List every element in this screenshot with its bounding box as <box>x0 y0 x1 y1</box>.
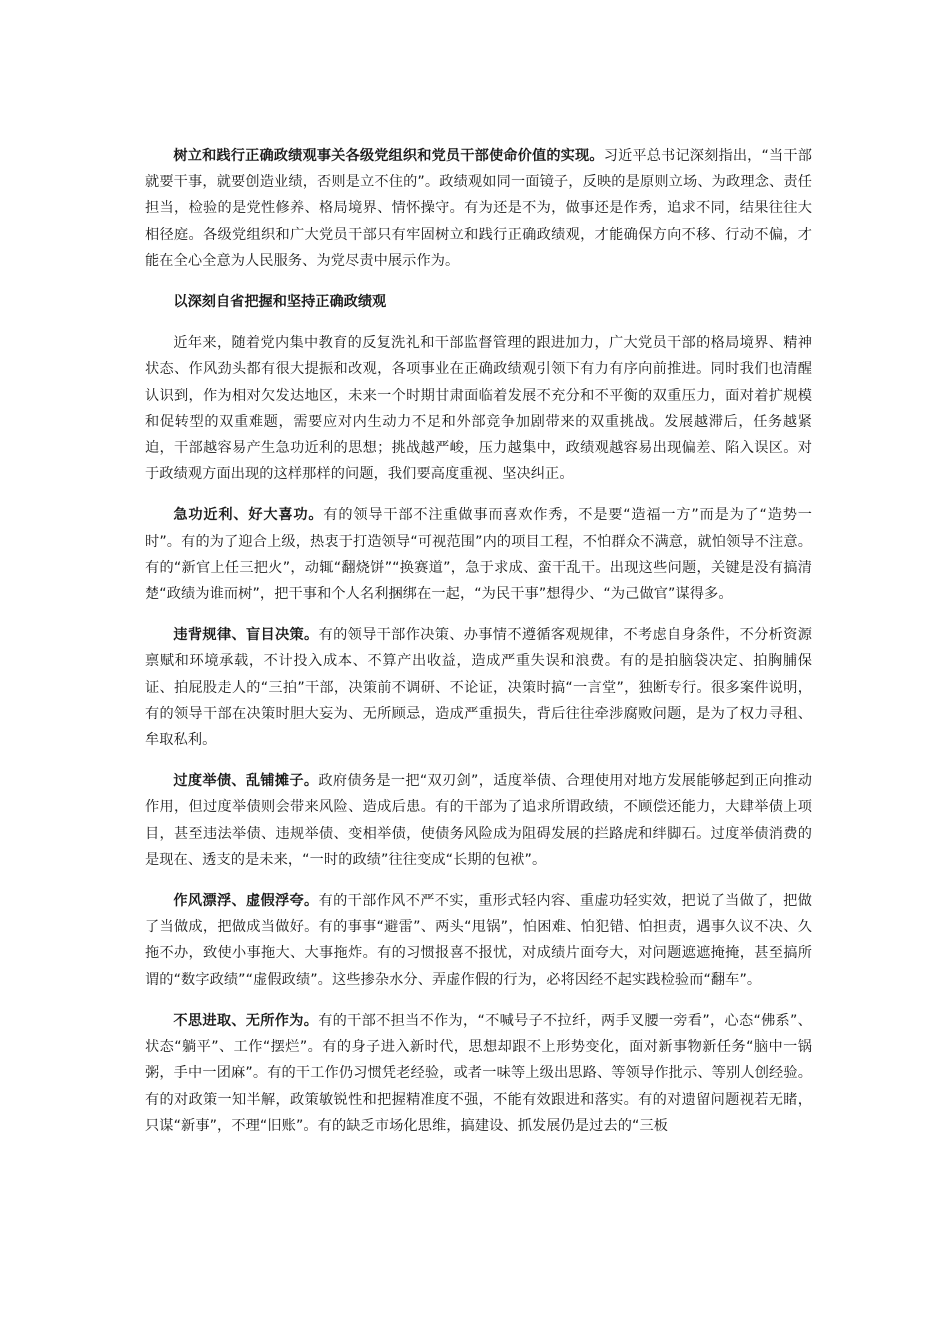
section-heading: 以深刻自省把握和坚持正确政绩观 <box>173 294 387 311</box>
paragraph-body: 习近平总书记深刻指出，“当干部就要干事，就要创造业绩，否则是立不住的”。政绩观如同一面镜子，反映的是原则立场、为政理念、责任担当，检验的是党性修养、格局境界、情怀操守。有为还是不为，做事还是作秀，追求不同，结果往往大相径庭。各级党组织和广大党员干部只有牢固树立和践行正确政绩观，才能确保方向不移、行动不偏，才能在全心全意为人民服务、为党尽责中展示作为。 <box>145 148 812 269</box>
paragraph-body: 有的干部不担当不作为，“不喊号子不拉纤，两手叉腰一旁看”，心态“佛系”、状态“躺平”、工作“摆烂”。有的身子进入新时代，思想却跟不上形势变化，面对新事物新任务“脑中一锅粥，手中一团麻”。有的干工作仍习惯凭老经验，或者一味等上级出思路、等领导作批示、等别人创经验。有的对政策一知半解，政策敏锐性和把握精准度不强，不能有效跟进和落实。有的对遗留问题视若无睹，只谋“新事”，不理“旧账”。有的缺乏市场化思维，搞建设、抓发展仍是过去的“三板 <box>145 1012 812 1134</box>
paragraph-intro <box>145 143 812 274</box>
paragraph-body: 有的领导干部不注重做事而喜欢作秀，不是要“造福一方”而是为了“造势一时”。有的为了迎合上级，热衷于打造领导“可视范围”内的项目工程，不怕群众不满意，就怕领导不注意。有的“新官上任三把火”，动辄“翻烧饼”“换赛道”，急于求成、蛮干乱干。出现这些问题，关键是没有搞清楚“政绩为谁而树”，把干事和个人名利捆绑在一起，“为民干事”想得少、“为己做官”谋得多。 <box>145 507 812 603</box>
paragraph-issue-3 <box>145 768 812 873</box>
paragraph-lead: 过度举债、乱铺摊子。 <box>173 773 319 790</box>
paragraph-lead: 违背规律、盲目决策。 <box>173 627 319 644</box>
paragraph-issue-5 <box>145 1008 812 1139</box>
document-page <box>145 143 812 1139</box>
paragraph-lead: 急功近利、好大喜功。 <box>173 507 324 524</box>
paragraph-issue-1 <box>145 502 812 607</box>
paragraph-context <box>145 330 812 487</box>
paragraph-body: 近年来，随着党内集中教育的反复洗礼和干部监督管理的跟进加力，广大党员干部的格局境界、精神状态、作风劲头都有很大提振和改观，各项事业在正确政绩观引领下有力有序向前推进。同时我们也清醒认识到，作为相对欠发达地区，未来一个时期甘肃面临着发展不充分和不平衡的双重压力，面对着扩规模和促转型的双重难题，需要应对内生动力不足和外部竞争加剧带来的双重挑战。发展越滞后，任务越紧迫，干部越容易产生急功近利的思想；挑战越严峻，压力越集中，政绩观越容易出现偏差、陷入误区。对于政绩观方面出现的这样那样的问题，我们要高度重视、坚决纠正。 <box>145 335 812 483</box>
paragraph-issue-4 <box>145 888 812 993</box>
paragraph-body: 政府债务是一把“双刃剑”，适度举债、合理使用对地方发展能够起到正向推动作用，但过度举债则会带来风险、造成后患。有的干部为了追求所谓政绩，不顾偿还能力，大肆举债上项目，甚至违法举债、违规举债、变相举债，使债务风险成为阻碍发展的拦路虎和绊脚石。过度举债消费的是现在、透支的是未来，“一时的政绩”往往变成“长期的包袱”。 <box>145 773 812 868</box>
paragraph-body: 有的干部作风不严不实，重形式轻内容、重虚功轻实效，把说了当做了，把做了当做成，把做成当做好。有的事事“避雷”、两头“甩锅”，怕困难、怕犯错、怕担责，遇事久议不决、久拖不办，致使小事拖大、大事拖炸。有的习惯报喜不报忧，对成绩片面夸大，对问题遮遮掩掩，甚至搞所谓的“数字政绩”“虚假政绩”。这些掺杂水分、弄虚作假的行为，必将因经不起实践检验而“翻车”。 <box>145 893 812 988</box>
paragraph-issue-2 <box>145 622 812 753</box>
paragraph-lead: 作风漂浮、虚假浮夸。 <box>173 893 319 910</box>
paragraph-body: 有的领导干部作决策、办事情不遵循客观规律，不考虑自身条件，不分析资源禀赋和环境承载，不计投入成本、不算产出收益，造成严重失误和浪费。有的是拍脑袋决定、拍胸脯保证、拍屁股走人的“三拍”干部，决策前不调研、不论证，决策时搞“一言堂”，独断专行。很多案件说明，有的领导干部在决策时胆大妄为、无所顾忌，造成严重损失，背后往往牵涉腐败问题，是为了权力寻租、牟取私利。 <box>145 627 813 749</box>
paragraph-lead: 树立和践行正确政绩观事关各级党组织和党员干部使命价值的实现。 <box>173 148 604 164</box>
paragraph-lead: 不思进取、无所作为。 <box>173 1012 319 1029</box>
